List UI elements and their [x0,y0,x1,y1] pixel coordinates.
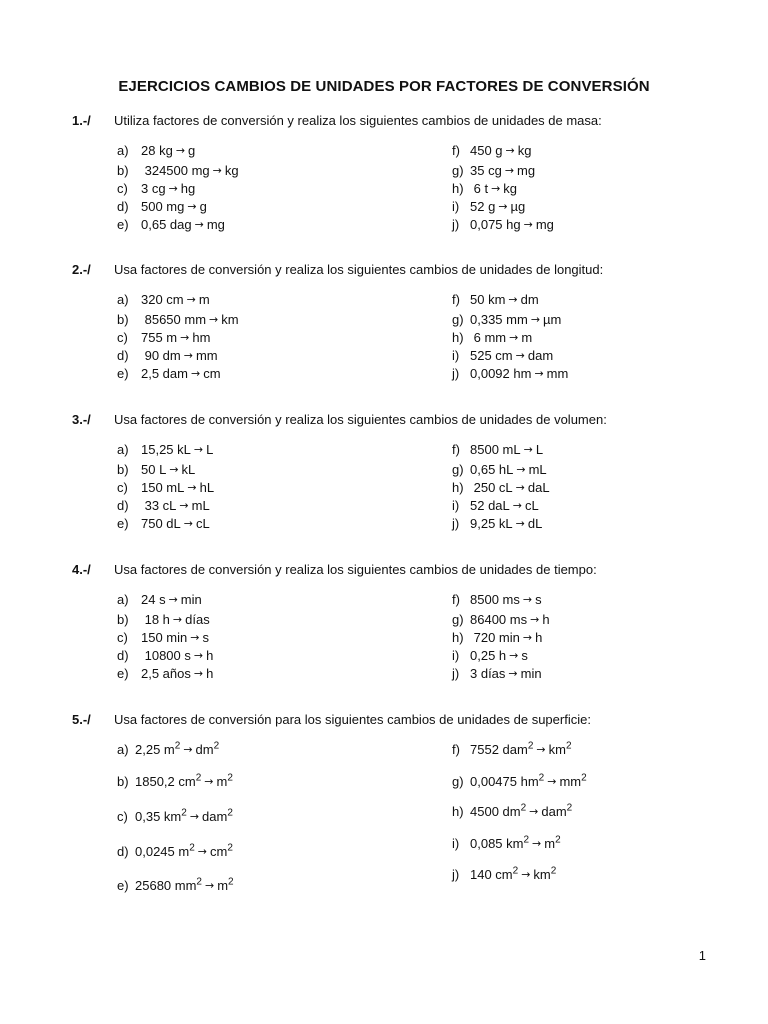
to-unit: µg [510,199,526,214]
exponent: 2 [538,772,545,784]
arrow-icon: → [536,743,546,756]
arrow-icon: → [172,613,183,626]
arrow-icon: → [193,667,204,680]
to-unit: dL [527,516,543,531]
exercise-instruction: Utiliza factores de conversión y realiza los siguientes cambios de unidades de masa: [114,113,602,128]
arrow-icon: → [512,499,522,512]
to-unit: h [206,666,214,681]
to-unit: daL [527,480,550,495]
to-unit: dam [541,804,567,819]
to-unit: m [521,330,533,345]
arrow-icon: → [190,631,200,644]
from-quantity: 52 daL [470,498,510,513]
conversion-item [117,878,234,893]
from-quantity: 0,335 mm [470,312,528,327]
to-unit: m [217,878,229,893]
to-unit: kg [517,143,532,158]
arrow-icon: → [204,775,214,788]
conversion-item [117,199,207,214]
from-quantity: 28 kg [141,143,173,158]
to-unit: mm [559,774,582,789]
to-unit: dam [527,348,554,363]
item-letter: i) [452,348,460,363]
item-letter: e) [117,217,129,232]
arrow-icon: → [209,313,219,326]
arrow-icon: → [187,481,197,494]
exponent: 2 [228,876,234,888]
arrow-icon: → [179,499,189,512]
conversion-item [452,312,561,327]
arrow-icon: → [505,144,515,157]
item-letter: a) [117,442,129,457]
from-quantity: 4500 dm [470,804,521,819]
conversion-item [452,462,547,477]
arrow-icon: → [212,164,222,177]
from-quantity: 3 días [470,666,506,681]
item-letter: d) [117,199,129,214]
item-letter: j) [452,867,460,882]
item-letter: f) [452,143,460,158]
arrow-icon: → [498,200,508,213]
item-letter: j) [452,666,460,681]
conversion-item [117,366,221,381]
to-unit: cm [209,844,228,859]
conversion-item [452,181,517,196]
from-quantity: 90 dm [141,348,181,363]
arrow-icon: → [183,517,193,530]
conversion-item [452,774,587,789]
from-quantity: 150 mL [141,480,185,495]
from-quantity: 1850,2 cm [135,774,196,789]
item-letter: f) [452,592,460,607]
from-quantity: 86400 ms [470,612,528,627]
exponent: 2 [520,802,527,814]
item-letter: c) [117,809,128,824]
conversion-item [117,592,202,607]
to-unit: s [535,592,542,607]
conversion-item [452,867,556,882]
exercise-section [72,262,712,381]
exercise-number: 4.-/ [72,562,91,577]
conversion-item [117,774,233,789]
arrow-icon: → [168,593,178,606]
arrow-icon: → [530,613,540,626]
item-letter: d) [117,844,129,859]
conversion-item [452,366,568,381]
conversion-item [452,592,542,607]
from-quantity: 755 m [141,330,178,345]
to-unit: km [548,742,566,757]
arrow-icon: → [189,810,200,823]
conversion-item [117,330,210,345]
from-quantity: 50 km [470,292,506,307]
from-quantity: 8500 ms [470,592,520,607]
from-quantity: 25680 mm [135,878,197,893]
item-letter: i) [452,498,460,513]
item-letter: f) [452,442,460,457]
to-unit: µm [543,312,562,327]
to-unit: dam [202,809,228,824]
conversion-item [117,462,195,477]
item-letter: e) [117,878,129,893]
from-quantity: 18 h [141,612,170,627]
item-letter: j) [452,217,460,232]
exercise-header [72,712,712,732]
conversion-item [117,181,195,196]
exercise-number: 5.-/ [72,712,91,727]
exercise-instruction: Usa factores de conversión y realiza los siguientes cambios de unidades de longitud: [114,262,604,277]
arrow-icon: → [194,218,204,231]
to-unit: dm [195,742,214,757]
item-letter: b) [117,163,129,178]
to-unit: mg [517,163,536,178]
to-unit: h [535,630,543,645]
conversion-item [117,742,219,757]
document-title: EJERCICIOS CAMBIOS DE UNIDADES POR FACTORES DE CONVERSIÓN [118,78,650,95]
to-unit: días [185,612,210,627]
item-letter: e) [117,366,129,381]
arrow-icon: → [509,649,519,662]
exponent: 2 [512,865,519,877]
exponent: 2 [581,772,587,784]
from-quantity: 0,35 km [135,809,182,824]
to-unit: m [198,292,210,307]
conversion-item [452,330,532,345]
arrow-icon: → [530,313,541,326]
from-quantity: 6 t [470,181,489,196]
from-quantity: 500 mg [141,199,185,214]
arrow-icon: → [508,293,518,306]
exercise-section [72,412,712,531]
to-unit: L [206,442,214,457]
exercise-section [72,712,712,893]
conversion-item [452,199,525,214]
arrow-icon: → [183,743,193,756]
arrow-icon: → [186,293,196,306]
conversion-item [117,809,233,824]
arrow-icon: → [523,218,533,231]
exponent: 2 [227,842,233,854]
to-unit: hg [180,181,196,196]
conversion-item [117,844,233,859]
to-unit: mm [195,348,218,363]
conversion-item [452,612,550,627]
item-letter: h) [452,804,464,819]
from-quantity: 0,0245 m [135,844,190,859]
conversion-item [452,143,532,158]
from-quantity: 0,0092 hm [470,366,532,381]
conversion-item [452,742,572,757]
exercise-header [72,262,712,282]
arrow-icon: → [516,463,526,476]
from-quantity: 33 cL [141,498,177,513]
item-letter: g) [452,462,464,477]
from-quantity: 2,25 m [135,742,175,757]
arrow-icon: → [168,182,178,195]
item-letter: e) [117,516,129,531]
item-letter: h) [452,330,464,345]
to-unit: mg [206,217,225,232]
item-letter: b) [117,462,129,477]
item-letter: h) [452,480,464,495]
from-quantity: 0,00475 hm [470,774,539,789]
from-quantity: 9,25 kL [470,516,513,531]
to-unit: mg [535,217,554,232]
exponent: 2 [227,807,233,819]
item-letter: c) [117,630,128,645]
item-letter: a) [117,143,129,158]
arrow-icon: → [187,200,197,213]
arrow-icon: → [522,593,533,606]
exercise-number: 1.-/ [72,113,91,128]
item-letter: d) [117,648,129,663]
arrow-icon: → [515,517,525,530]
item-letter: j) [452,516,460,531]
arrow-icon: → [180,331,190,344]
exercise-header [72,562,712,582]
to-unit: km [533,867,551,882]
exercise-number: 3.-/ [72,412,91,427]
item-letter: a) [117,742,129,757]
exercise-header [72,412,712,432]
conversion-item [117,312,239,327]
item-letter: c) [117,330,128,345]
to-unit: mL [528,462,547,477]
conversion-item [452,442,543,457]
from-quantity: 15,25 kL [141,442,191,457]
exponent: 2 [181,807,187,819]
arrow-icon: → [534,367,544,380]
item-letter: f) [452,742,460,757]
conversion-item [452,804,572,819]
item-letter: b) [117,774,129,789]
from-quantity: 24 s [141,592,166,607]
item-letter: b) [117,612,129,627]
arrow-icon: → [175,144,186,157]
exercise-section [72,113,712,232]
item-letter: i) [452,199,460,214]
item-letter: j) [452,366,460,381]
item-letter: e) [117,666,129,681]
exercise-section [72,562,712,681]
exponent: 2 [566,802,573,814]
item-letter: d) [117,498,129,513]
item-letter: c) [117,181,128,196]
exponent: 2 [196,876,202,888]
from-quantity: 0,65 dag [141,217,192,232]
item-letter: g) [452,612,464,627]
to-unit: g [188,143,196,158]
conversion-item [452,630,542,645]
to-unit: cL [524,498,539,513]
to-unit: kg [503,181,518,196]
to-unit: s [202,630,209,645]
exponent: 2 [189,842,195,854]
item-letter: h) [452,630,464,645]
arrow-icon: → [204,879,215,892]
from-quantity: 750 dL [141,516,181,531]
from-quantity: 0,25 h [470,648,507,663]
to-unit: h [206,648,214,663]
arrow-icon: → [197,845,207,858]
conversion-item [117,217,225,232]
arrow-icon: → [169,463,179,476]
page-number: 1 [698,948,706,963]
from-quantity: 0,65 hL [470,462,514,477]
exercise-instruction: Usa factores de conversión y realiza los siguientes cambios de unidades de tiempo: [114,562,597,577]
conversion-item [452,498,539,513]
to-unit: mL [191,498,210,513]
conversion-item [117,292,210,307]
from-quantity: 6 mm [470,330,507,345]
from-quantity: 7552 dam [470,742,528,757]
from-quantity: 150 min [141,630,188,645]
exponent: 2 [527,740,534,752]
item-letter: a) [117,292,129,307]
exponent: 2 [565,740,572,752]
item-letter: b) [117,312,129,327]
from-quantity: 2,5 años [141,666,191,681]
conversion-item [452,292,539,307]
from-quantity: 140 cm [470,867,513,882]
from-quantity: 8500 mL [470,442,521,457]
from-quantity: 0,085 km [470,836,524,851]
item-letter: c) [117,480,128,495]
from-quantity: 320 cm [141,292,184,307]
exponent: 2 [550,865,557,877]
to-unit: m [216,774,228,789]
arrow-icon: → [491,182,501,195]
conversion-item [452,516,542,531]
exercise-instruction: Usa factores de conversión para los siguientes cambios de unidades de superficie: [114,712,591,727]
conversion-item [117,648,213,663]
arrow-icon: → [504,164,515,177]
arrow-icon: → [547,775,557,788]
item-letter: g) [452,163,464,178]
from-quantity: 324500 mg [141,163,210,178]
from-quantity: 525 cm [470,348,513,363]
item-letter: i) [452,836,460,851]
conversion-item [452,648,528,663]
exercise-header [72,113,712,133]
conversion-item [117,666,213,681]
to-unit: g [199,199,207,214]
conversion-item [117,348,218,363]
conversion-item [117,612,210,627]
arrow-icon: → [515,481,525,494]
arrow-icon: → [508,667,518,680]
arrow-icon: → [193,649,204,662]
item-letter: h) [452,181,464,196]
to-unit: cm [203,366,221,381]
from-quantity: 0,075 hg [470,217,521,232]
conversion-item [452,348,553,363]
exponent: 2 [213,740,220,752]
arrow-icon: → [532,837,542,850]
from-quantity: 35 cg [470,163,502,178]
conversion-item [452,217,554,232]
item-letter: g) [452,774,464,789]
from-quantity: 3 cg [141,181,166,196]
item-letter: d) [117,348,129,363]
from-quantity: 52 g [470,199,496,214]
conversion-item [452,480,550,495]
conversion-item [117,630,209,645]
arrow-icon: → [190,367,201,380]
arrow-icon: → [509,331,519,344]
exercise-number: 2.-/ [72,262,91,277]
to-unit: min [180,592,202,607]
exponent: 2 [555,834,561,846]
from-quantity: 2,5 dam [141,366,188,381]
exponent: 2 [195,772,202,784]
arrow-icon: → [523,443,533,456]
from-quantity: 720 min [470,630,520,645]
to-unit: m [544,836,556,851]
to-unit: hL [199,480,215,495]
conversion-item [452,163,535,178]
conversion-item [117,480,214,495]
item-letter: f) [452,292,460,307]
conversion-item [452,666,542,681]
conversion-item [117,163,239,178]
to-unit: dm [520,292,539,307]
to-unit: kL [181,462,196,477]
to-unit: kg [224,163,239,178]
to-unit: hm [192,330,211,345]
to-unit: L [535,442,544,457]
arrow-icon: → [193,443,204,456]
conversion-item [117,516,210,531]
to-unit: s [521,648,528,663]
conversion-item [117,442,213,457]
to-unit: cL [195,516,210,531]
from-quantity: 50 L [141,462,167,477]
item-letter: i) [452,648,460,663]
item-letter: g) [452,312,464,327]
arrow-icon: → [515,349,525,362]
item-letter: a) [117,592,129,607]
from-quantity: 250 cL [470,480,513,495]
exponent: 2 [174,740,181,752]
to-unit: h [542,612,550,627]
arrow-icon: → [522,631,533,644]
from-quantity: 10800 s [141,648,191,663]
arrow-icon: → [183,349,193,362]
to-unit: mm [546,366,569,381]
exponent: 2 [227,772,233,784]
exercise-instruction: Usa factores de conversión y realiza los siguientes cambios de unidades de volumen: [114,412,607,427]
from-quantity: 85650 mm [141,312,207,327]
to-unit: km [221,312,239,327]
exponent: 2 [523,834,530,846]
arrow-icon: → [521,868,531,881]
arrow-icon: → [529,805,539,818]
conversion-item [117,498,210,513]
conversion-item [452,836,561,851]
conversion-item [117,143,195,158]
from-quantity: 450 g [470,143,503,158]
to-unit: min [520,666,542,681]
